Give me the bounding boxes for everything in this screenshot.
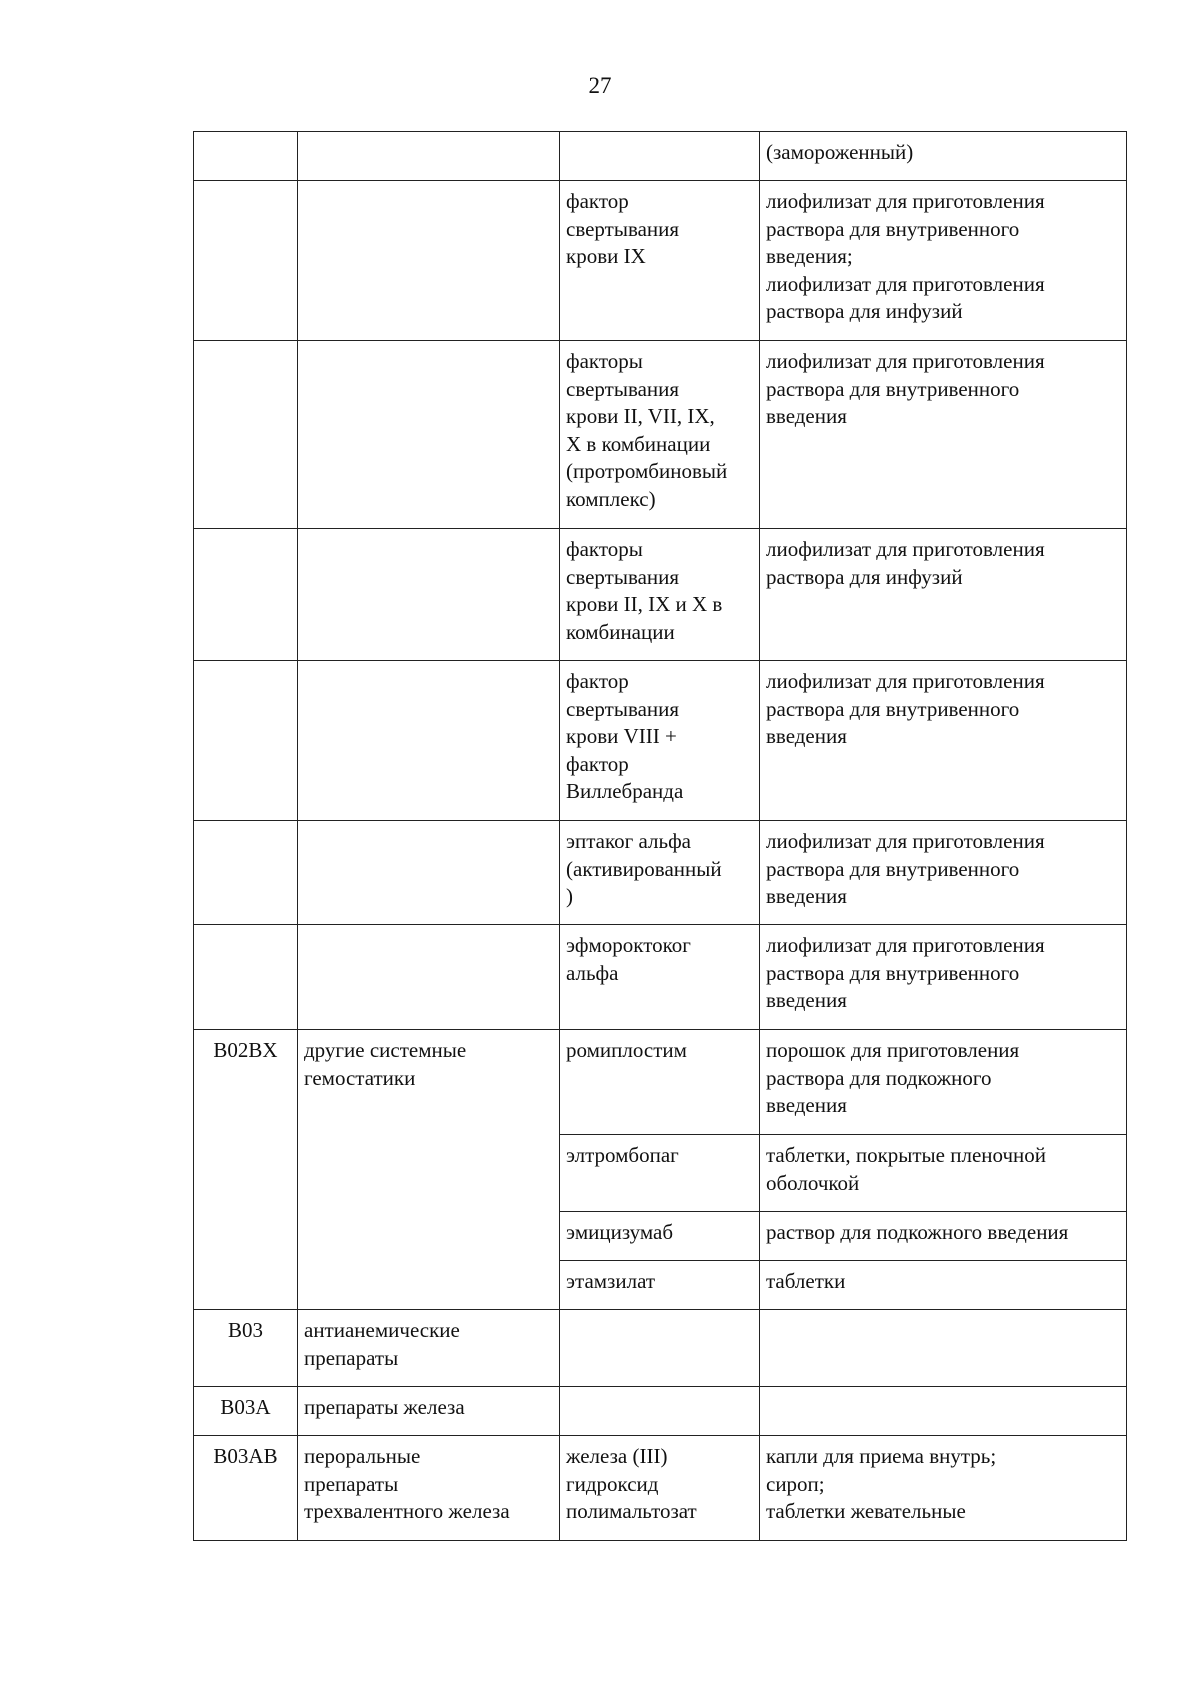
atc-code-cell: B03AB bbox=[194, 1436, 298, 1541]
group-cell bbox=[298, 661, 560, 821]
dosage-form-cell: (замороженный) bbox=[760, 132, 1127, 181]
drug-cell bbox=[560, 1387, 760, 1436]
group-cell bbox=[298, 341, 560, 529]
drug-cell: факторы свертывания крови II, VII, IX, X в комбинации (протромбиновый комплекс) bbox=[560, 341, 760, 529]
atc-code-cell bbox=[194, 341, 298, 529]
table-row bbox=[194, 181, 1127, 341]
drug-cell: фактор свертывания крови VIII + фактор Виллебранда bbox=[560, 661, 760, 821]
drug-cell: фактор свертывания крови IX bbox=[560, 181, 760, 341]
page-number: 27 bbox=[588, 73, 612, 98]
table-row bbox=[194, 821, 1127, 925]
drug-cell: ромиплостим bbox=[560, 1030, 760, 1135]
table-row bbox=[194, 1030, 1127, 1135]
dosage-form-cell bbox=[760, 1387, 1127, 1436]
group-cell: антианемические препараты bbox=[298, 1310, 560, 1387]
atc-code-cell bbox=[194, 181, 298, 341]
dosage-form-cell: лиофилизат для приготовления раствора для инфузий bbox=[760, 529, 1127, 661]
table-row bbox=[194, 1436, 1127, 1541]
dosage-form-cell: лиофилизат для приготовления раствора для внутривенного введения; лиофилизат для приготовления раствора для инфузий bbox=[760, 181, 1127, 341]
table-row bbox=[194, 1310, 1127, 1387]
atc-code-cell bbox=[194, 925, 298, 1030]
drug-cell: эптаког альфа (активированный ) bbox=[560, 821, 760, 925]
drug-cell: железа (III) гидроксид полимальтозат bbox=[560, 1436, 760, 1541]
dosage-form-cell: лиофилизат для приготовления раствора для внутривенного введения bbox=[760, 661, 1127, 821]
dosage-form-cell: таблетки bbox=[760, 1261, 1127, 1310]
atc-code-cell: B03 bbox=[194, 1310, 298, 1387]
drug-table bbox=[193, 131, 1127, 1541]
dosage-form-cell: лиофилизат для приготовления раствора для внутривенного введения bbox=[760, 925, 1127, 1030]
table-row bbox=[194, 132, 1127, 181]
atc-code-cell bbox=[194, 661, 298, 821]
group-cell bbox=[298, 181, 560, 341]
atc-code-cell: B02BX bbox=[194, 1030, 298, 1310]
drug-cell: элтромбопаг bbox=[560, 1135, 760, 1212]
atc-code-cell: B03A bbox=[194, 1387, 298, 1436]
group-cell: препараты железа bbox=[298, 1387, 560, 1436]
dosage-form-cell: порошок для приготовления раствора для подкожного введения bbox=[760, 1030, 1127, 1135]
dosage-form-cell bbox=[760, 1310, 1127, 1387]
drug-cell: эфмороктоког альфа bbox=[560, 925, 760, 1030]
group-cell bbox=[298, 821, 560, 925]
table-row bbox=[194, 925, 1127, 1030]
group-cell bbox=[298, 529, 560, 661]
table-row bbox=[194, 529, 1127, 661]
atc-code-cell bbox=[194, 529, 298, 661]
dosage-form-cell: раствор для подкожного введения bbox=[760, 1212, 1127, 1261]
drug-cell: этамзилат bbox=[560, 1261, 760, 1310]
group-cell bbox=[298, 925, 560, 1030]
atc-code-cell bbox=[194, 821, 298, 925]
group-cell bbox=[298, 132, 560, 181]
table-row bbox=[194, 1387, 1127, 1436]
group-cell: пероральные препараты трехвалентного железа bbox=[298, 1436, 560, 1541]
group-cell: другие системные гемостатики bbox=[298, 1030, 560, 1310]
table-row bbox=[194, 341, 1127, 529]
drug-cell: эмицизумаб bbox=[560, 1212, 760, 1261]
drug-cell: факторы свертывания крови II, IX и X в комбинации bbox=[560, 529, 760, 661]
atc-code-cell bbox=[194, 132, 298, 181]
dosage-form-cell: лиофилизат для приготовления раствора для внутривенного введения bbox=[760, 821, 1127, 925]
drug-cell bbox=[560, 1310, 760, 1387]
table-row bbox=[194, 661, 1127, 821]
dosage-form-cell: таблетки, покрытые пленочной оболочкой bbox=[760, 1135, 1127, 1212]
dosage-form-cell: капли для приема внутрь; сироп; таблетки жевательные bbox=[760, 1436, 1127, 1541]
drug-cell bbox=[560, 132, 760, 181]
dosage-form-cell: лиофилизат для приготовления раствора для внутривенного введения bbox=[760, 341, 1127, 529]
